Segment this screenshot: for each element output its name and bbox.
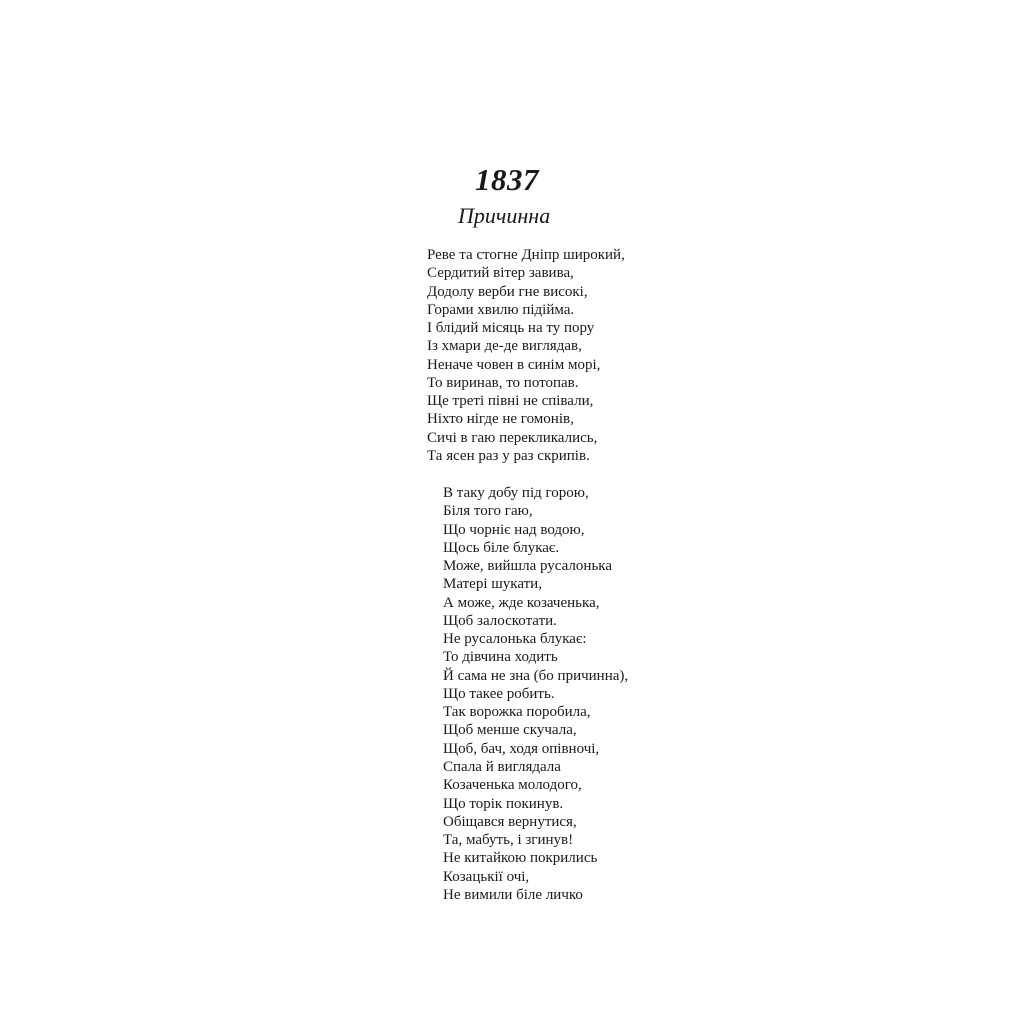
verse-line: Так ворожка поробила,	[443, 704, 591, 721]
verse-line: Матері шукати,	[443, 576, 542, 593]
verse-line: Неначе човен в синім морі,	[427, 356, 601, 373]
verse-line: Щось біле блукає.	[443, 539, 560, 556]
verse-line: Обіщався вернутися,	[443, 813, 577, 830]
poem-title: Причинна	[458, 203, 551, 228]
verse-line: Щоб залоскотати.	[443, 612, 557, 629]
verse-line: Та ясен раз у раз скрипів.	[427, 447, 590, 464]
stanza-2	[443, 484, 628, 904]
verse-line: Спала й виглядала	[443, 758, 561, 775]
verse-line: Не русалонька блукає:	[443, 631, 587, 648]
verse-line: То дівчина ходить	[443, 649, 558, 666]
verse-line: Ще треті півні не співали,	[427, 393, 594, 410]
verse-line: І блідий місяць на ту пору	[427, 320, 595, 337]
verse-line: Додолу верби гне високі,	[427, 283, 588, 300]
verse-line: Із хмари де-де виглядав,	[427, 338, 582, 355]
verse-line: Що торік покинув.	[443, 795, 564, 812]
verse-line: А може, жде козаченька,	[443, 594, 600, 611]
verse-line: Може, вийшла русалонька	[443, 558, 612, 575]
verse-line: Що такее робить.	[443, 685, 555, 702]
verse-line: Не китайкою покрились	[443, 850, 598, 867]
verse-line: Щоб менше скучала,	[443, 722, 577, 739]
verse-line: Біля того гаю,	[443, 503, 533, 520]
verse-line: Сичі в гаю перекликались,	[427, 429, 598, 446]
verse-line: Й сама не зна (бо причинна),	[443, 667, 629, 684]
poem-year: 1837	[475, 162, 539, 197]
verse-line: Горами хвилю підійма.	[427, 301, 575, 318]
verse-line: Ніхто нігде не гомонів,	[427, 411, 574, 428]
verse-line: Реве та стогне Дніпр широкий,	[427, 247, 625, 263]
verse-line: То виринав, то потопав.	[427, 374, 579, 391]
verse-line: Що чорніє над водою,	[443, 521, 585, 538]
verse-line: Та, мабуть, і згинув!	[443, 832, 574, 849]
stanza-1	[427, 246, 625, 465]
verse-line: Козацькії очі,	[443, 868, 530, 885]
verse-line: В таку добу під горою,	[443, 485, 589, 501]
verse-line: Козаченька молодого,	[443, 777, 582, 794]
verse-line: Не вимили біле личко	[443, 886, 583, 903]
verse-line: Сердитий вітер завива,	[427, 265, 574, 282]
verse-line: Щоб, бач, ходя опівночі,	[443, 740, 600, 757]
